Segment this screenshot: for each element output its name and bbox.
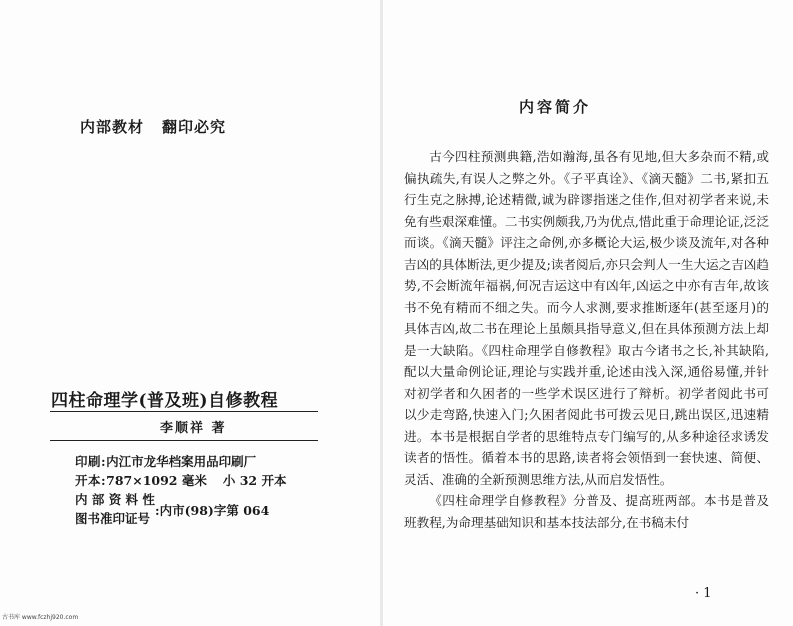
author-underline [50, 440, 318, 441]
left-page [0, 0, 383, 626]
intro-paragraph: 古今四柱预测典籍,浩如瀚海,虽各有见地,但大多杂而不精,或偏执疏失,有误人之弊之外。《子平真诠》、《滴天髓》二书,紧扣五行生克之脉搏,论述精微,诚为辟谬指迷之佳作,但对初学者来说,未免有些艰深难懂。二书实例颇我,乃为优点,惜此重于命理论证,泛泛而谈。《滴天髓》评注之命例,亦多概论大运,极少谈及流年,对各种吉凶的具体断法,更少提及;读者阅后,亦只会判人一生大运之吉凶趋势,不会断流年福祸,何况吉运这中有凶年,凶运之中亦有吉年,故该书不免有精而不细之失。而今人求测,要求推断逐年(甚至逐月)的具体吉凶,故二书在理论上虽颇具指导意义,但在具体预测方法上却是一大缺陷。《四柱命理学自修教程》取古今诸书之长,补其缺陷,配以大量命例论证,理论与实践并重,论述由浅入深,通俗易懂,并针对初学者和久困者的一些学术误区进行了辩析。初学者阅此书可以少走弯路,快速入门;久困者阅此书可拨云见日,跳出误区,迅速精进。本书是根据自学者的思维特点专门编写的,从多种途径求诱发读者的悟性。循着本书的思路,读者将会领悟到一套快速、简便、灵活、准确的全新预测思维方法,从而启发悟性。 [404, 149, 769, 487]
permit-row [75, 503, 286, 528]
internal-material-row: 内 部 资 料 性 [75, 492, 155, 507]
printing-label: 印刷: [75, 454, 107, 469]
footer-url: 古书库 www.fczhj920.com [2, 614, 79, 621]
internal-notice [80, 116, 226, 137]
printing-value: 内江市龙华档案用品印刷厂 [106, 454, 257, 469]
internal-material-label: 内部教材 [80, 118, 145, 136]
page-title: 内容简介 [519, 98, 592, 116]
right-page [383, 0, 793, 626]
intro-body [404, 146, 769, 533]
intro-paragraph: 《四柱命理学自修教程》分普及、提高班两部。本书是普及班教程,为命理基础知识和基本技法部分,在书稿未付 [404, 493, 769, 530]
format-label: 开本: [75, 473, 107, 488]
format-size: 小 32 开本 [222, 473, 287, 488]
permit-label: 图书准印证号 [75, 511, 151, 526]
publication-info [75, 452, 286, 528]
printing-row [75, 452, 286, 471]
title-underline [50, 411, 318, 412]
format-value: 787×1092 毫米 [106, 473, 207, 488]
page-number: · 1 [695, 586, 712, 601]
format-row [75, 471, 286, 490]
book-title: 四柱命理学(普及班)自修教程 [51, 391, 279, 411]
copyright-label: 翻印必究 [162, 118, 227, 136]
permit-value: :内市(98)字第 064 [155, 503, 270, 518]
author-line: 李顺祥 著 [160, 421, 227, 436]
